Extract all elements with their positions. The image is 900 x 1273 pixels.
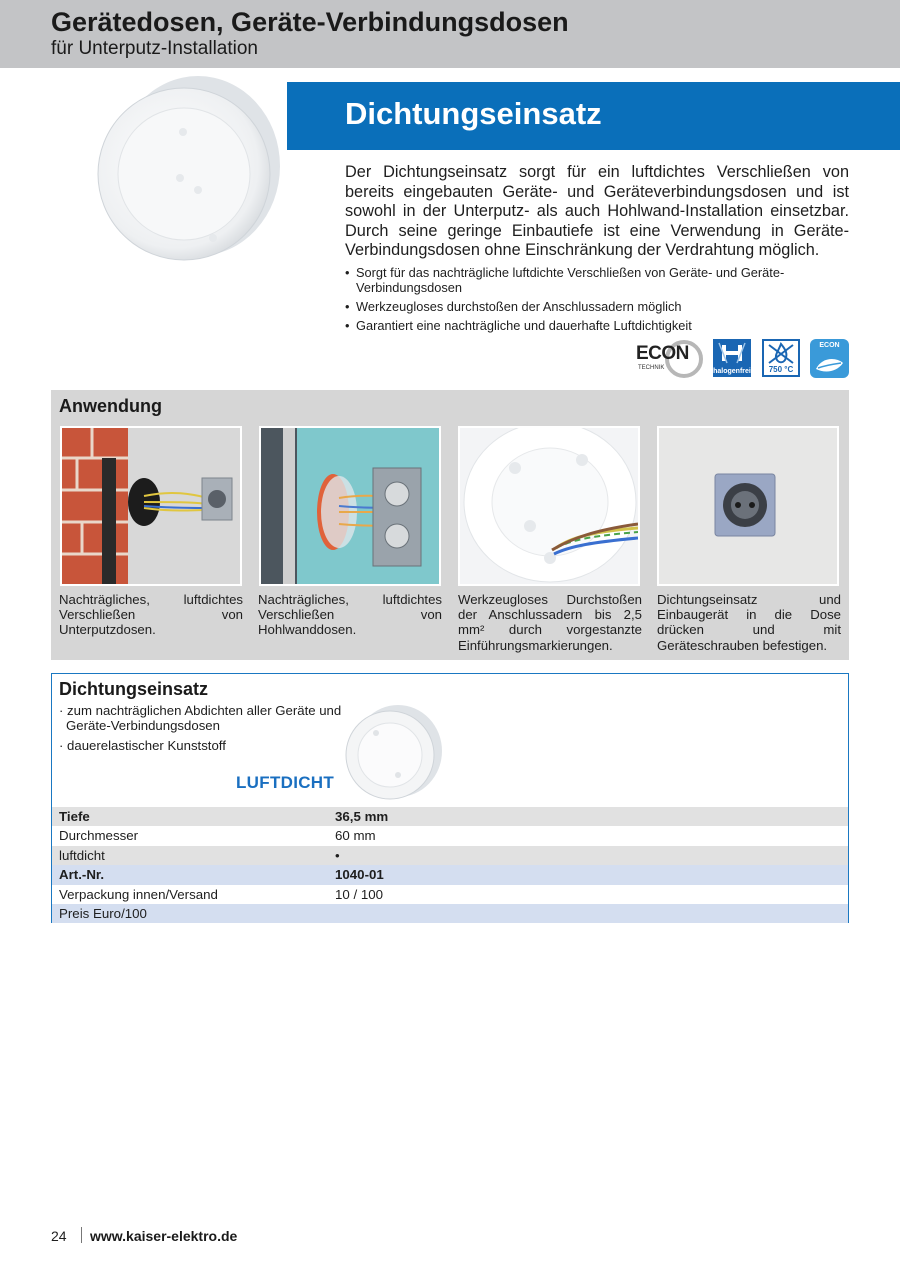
product-image (342, 703, 446, 801)
spec-row-preis (52, 904, 848, 923)
spec-row-tiefe (52, 807, 848, 826)
spec-value: • (335, 847, 340, 863)
page-title: Gerätedosen, Geräte-Verbindungsdosen (51, 7, 569, 37)
application-caption-2: Nachträgliches, luftdichtes Verschließen von Hohlwanddosen. (258, 592, 442, 638)
feature-item: • Werkzeugloses durchstoßen der Anschlussadern möglich (345, 300, 815, 315)
feature-item: • Garantiert eine nachträgliche und dauerhafte Luftdichtigkeit (345, 319, 815, 334)
application-caption-4: Dichtungseinsatz und Einbaugerät in die Dose drücken und mit Geräteschrauben befestigen. (657, 592, 841, 653)
halogenfrei-label: halogenfrei (713, 368, 751, 375)
spec-label: luftdicht (59, 847, 105, 863)
econ-logo-sub: TECHNIK (638, 365, 665, 371)
spec-value: 60 mm (335, 828, 376, 844)
footer-divider (81, 1227, 82, 1243)
application-photo-4 (657, 426, 839, 586)
spec-row-durchmesser (52, 826, 848, 845)
temperature-label: 750 °C (768, 365, 794, 374)
temperature-badge (762, 339, 800, 377)
spec-label: Durchmesser (59, 828, 139, 844)
spec-label: Verpackung innen/Versand (59, 886, 218, 902)
spec-row-artnr (52, 865, 848, 884)
application-photo-1 (60, 426, 242, 586)
section-title: Dichtungseinsatz (345, 96, 602, 131)
application-photo-3 (458, 426, 640, 586)
spec-label: Tiefe (59, 809, 90, 824)
flame-icon (764, 341, 798, 365)
page-number: 24 (51, 1228, 67, 1244)
intro-text: Der Dichtungseinsatz sorgt für ein luftdichtes Verschließen von bereits eingebauten Geräte- und Geräteverbindungsdosen und ist sowohl in der Unterputz- als auch Hohlwand-Installation einsetzbar. Durch seine geringe Einbautiefe ist eine Verwendung in Geräte-Verbindungsdosen ohne Einschränkung der Verdrahtung möglich. (345, 163, 849, 260)
spec-value: 10 / 100 (335, 886, 384, 902)
luftdicht-badge: LUFTDICHT (236, 773, 335, 792)
econ-logo (636, 338, 704, 380)
econ-logo-text: ECON (636, 343, 689, 364)
spec-value: 36,5 mm (335, 809, 389, 824)
product-feature: · dauerelastischer Kunststoff (59, 737, 226, 753)
econ-leaf-label: ECON (819, 342, 840, 349)
spec-row-verpackung (52, 885, 848, 904)
leaf-icon (814, 353, 845, 375)
product-features (59, 703, 349, 757)
econ-leaf-badge (810, 339, 849, 378)
application-caption-3: Werkzeugloses Durchstoßen der Anschlussadern bis 2,5 mm² durch vorgestanzte Einführungsmarkierungen. (458, 592, 642, 653)
feature-item: • Sorgt für das nachträgliche luftdichte Verschließen von Geräte- und Geräte-Verbindungsdosen (345, 266, 815, 295)
spec-label: Preis Euro/100 (59, 906, 147, 921)
halogenfrei-badge (713, 339, 751, 377)
halogen-free-icon (713, 339, 751, 367)
spec-row-luftdicht (52, 846, 848, 865)
footer-url[interactable]: www.kaiser-elektro.de (90, 1228, 238, 1244)
spec-label: Art.-Nr. (59, 867, 105, 883)
application-photo-2 (259, 426, 441, 586)
product-hero-image (88, 70, 288, 265)
product-feature: · zum nachträglichen Abdichten aller Geräte und Geräte-Verbindungsdosen (59, 703, 342, 733)
application-title: Anwendung (59, 396, 162, 416)
application-caption-1: Nachträgliches, luftdichtes Verschließen von Unterputzdosen. (59, 592, 243, 638)
spec-value: 1040-01 (335, 867, 384, 883)
product-title: Dichtungseinsatz (59, 679, 209, 699)
feature-list (345, 266, 815, 338)
page-subtitle: für Unterputz-Installation (51, 38, 258, 59)
